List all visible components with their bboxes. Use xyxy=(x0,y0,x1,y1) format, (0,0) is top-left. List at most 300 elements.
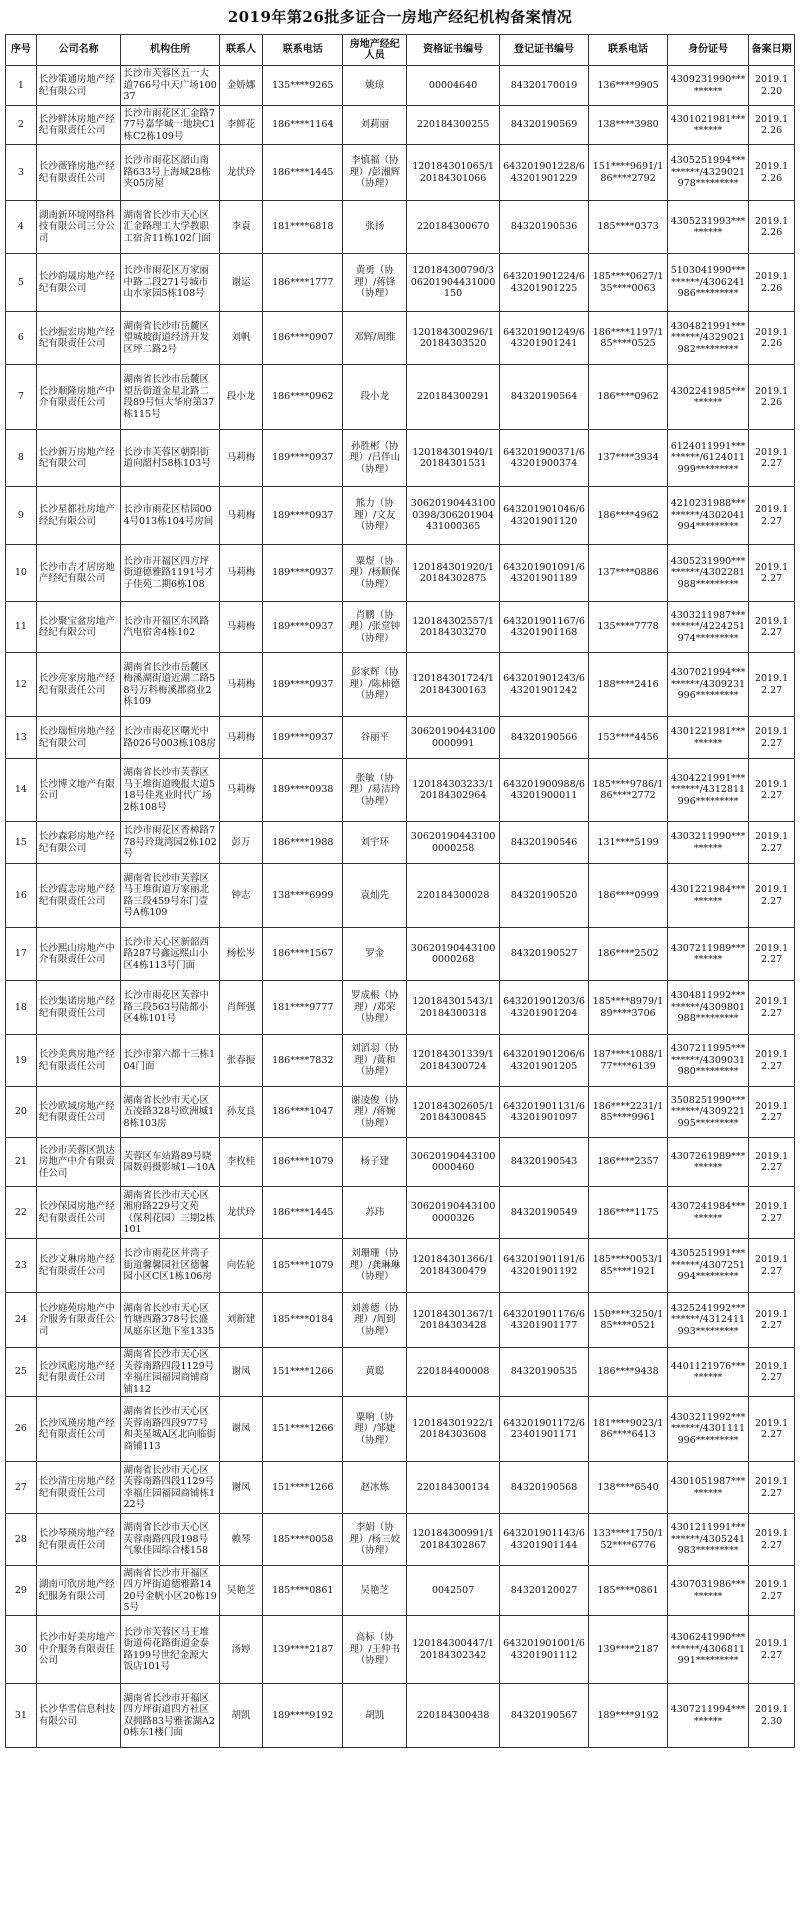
cell-index: 20 xyxy=(6,1087,37,1138)
cell-address: 长沙市第六都十三栋104门面 xyxy=(121,1035,219,1087)
cell-registration-cert: 643201901249/643201901241 xyxy=(499,312,588,365)
cell-contact-phone: 135****9265 xyxy=(263,66,343,106)
cell-company-name: 长沙顺隆房地产中介有限责任公司 xyxy=(36,365,121,430)
cell-index: 18 xyxy=(6,981,37,1035)
cell-address: 长沙市天心区新韶西路287号鑫远熙山小区4栋113号门面 xyxy=(121,928,219,981)
cell-contact-person: 谢凤 xyxy=(219,1462,262,1514)
cell-agent-phone: 185****9786/186****2772 xyxy=(589,759,668,822)
cell-agent-phone: 186****4962 xyxy=(589,487,668,545)
cell-address: 长沙市雨花区曙光中路026号003栋108房 xyxy=(121,717,219,759)
cell-qualification-cert: 220184300438 xyxy=(407,1684,500,1748)
cell-index: 6 xyxy=(6,312,37,365)
cell-agent-staff: 高标（协理）/王仲书（协理） xyxy=(343,1616,407,1684)
cell-id-number: 4301051987********* xyxy=(667,1462,748,1514)
cell-agent-phone: 131****5199 xyxy=(589,822,668,864)
cell-contact-person: 李袁 xyxy=(219,201,262,254)
table-row xyxy=(6,312,795,365)
cell-id-number: 4306241990*********/4306811991********* xyxy=(667,1616,748,1684)
table-row xyxy=(6,1138,795,1187)
cell-agent-phone: 185****0373 xyxy=(589,201,668,254)
table-row xyxy=(6,602,795,653)
cell-contact-person: 龙伏玲 xyxy=(219,145,262,201)
cell-agent-staff: 罗金 xyxy=(343,928,407,981)
cell-contact-phone: 189****0937 xyxy=(263,545,343,602)
table-row xyxy=(6,254,795,312)
cell-agent-phone: 136****9905 xyxy=(589,66,668,106)
cell-address: 湖南省长沙市岳麓区望城坡街道经济开发区坪二路2号 xyxy=(121,312,219,365)
cell-contact-person: 谢凤 xyxy=(219,1348,262,1397)
cell-contact-phone: 189****0938 xyxy=(263,759,343,822)
cell-qualification-cert: 120184302605/120184300845 xyxy=(407,1087,500,1138)
cell-agent-staff: 杨子建 xyxy=(343,1138,407,1187)
cell-registration-cert: 84320190567 xyxy=(499,1684,588,1748)
cell-registration-cert: 84320190549 xyxy=(499,1187,588,1239)
cell-registration-cert: 84320120027 xyxy=(499,1566,588,1616)
cell-company-name: 湖南新环境网络科技有限公司三分公司 xyxy=(36,201,121,254)
cell-registration-cert: 84320190566 xyxy=(499,717,588,759)
cell-contact-phone: 186****1079 xyxy=(263,1138,343,1187)
cell-company-name: 长沙美典房地产经纪有限责任公司 xyxy=(36,1035,121,1087)
cell-index: 3 xyxy=(6,145,37,201)
cell-contact-phone: 181****6818 xyxy=(263,201,343,254)
cell-id-number: 4307261989********* xyxy=(667,1138,748,1187)
cell-id-number: 4303211987*********/4224251974********* xyxy=(667,602,748,653)
cell-contact-phone: 151****1266 xyxy=(263,1462,343,1514)
cell-address: 长沙市雨花区万家丽中路二段271号城市山水家园5栋108号 xyxy=(121,254,219,312)
cell-agent-staff: 黄勇（协理）/蒋锋（协理） xyxy=(343,254,407,312)
cell-contact-phone: 185****0861 xyxy=(263,1566,343,1616)
cell-agent-staff: 粟煜（协理）/杨顺保（协理） xyxy=(343,545,407,602)
cell-company-name: 长沙欧域房地产经纪有限责任公司 xyxy=(36,1087,121,1138)
cell-contact-person: 张春振 xyxy=(219,1035,262,1087)
cell-index: 10 xyxy=(6,545,37,602)
cell-filing-date: 2019.12.27 xyxy=(749,1348,795,1397)
cell-index: 19 xyxy=(6,1035,37,1087)
table-row xyxy=(6,66,795,106)
cell-filing-date: 2019.12.27 xyxy=(749,822,795,864)
cell-address: 长沙市雨花区芙蓉中路三段563号陆都小区4栋101号 xyxy=(121,981,219,1035)
cell-contact-phone: 186****0907 xyxy=(263,312,343,365)
cell-contact-phone: 189****0937 xyxy=(263,602,343,653)
cell-agent-staff: 谢凌俊（协理）/蒋婉（协理） xyxy=(343,1087,407,1138)
header-registration-cert: 登记证书编号 xyxy=(499,35,588,66)
cell-id-number: 4304811992*********/4309801988********* xyxy=(667,981,748,1035)
cell-company-name: 长沙凤彪房地产经纪有限责任公司 xyxy=(36,1348,121,1397)
cell-qualification-cert: 306201904431000000268 xyxy=(407,928,500,981)
cell-registration-cert: 84320190527 xyxy=(499,928,588,981)
cell-company-name: 长沙保园房地产经纪有限责任公司 xyxy=(36,1187,121,1239)
cell-id-number: 4301211991*********/4305241983********* xyxy=(667,1514,748,1566)
cell-agent-staff: 刘滔羽（协理）/黄和（协理） xyxy=(343,1035,407,1087)
cell-contact-phone: 186****1164 xyxy=(263,106,343,145)
cell-agent-staff: 张敏（协理）/易洁玲（协理） xyxy=(343,759,407,822)
cell-filing-date: 2019.12.27 xyxy=(749,487,795,545)
cell-filing-date: 2019.12.27 xyxy=(749,1462,795,1514)
header-agent-staff: 房地产经纪人员 xyxy=(343,35,407,66)
cell-address: 长沙市雨花区汇金路777号嘉华城一地块C1栋C2栋109号 xyxy=(121,106,219,145)
table-row xyxy=(6,981,795,1035)
cell-index: 8 xyxy=(6,430,37,487)
cell-agent-staff: 彭家辉（协理）/陈柿德（协理） xyxy=(343,653,407,717)
cell-qualification-cert: 220184300670 xyxy=(407,201,500,254)
cell-contact-person: 孙友良 xyxy=(219,1087,262,1138)
cell-address: 长沙市雨花区桔园004号013栋104号房间 xyxy=(121,487,219,545)
cell-address: 长沙市开福区东风路汽电宿舍4栋102 xyxy=(121,602,219,653)
cell-index: 2 xyxy=(6,106,37,145)
cell-contact-person: 谢运 xyxy=(219,254,262,312)
cell-agent-phone: 135****7778 xyxy=(589,602,668,653)
cell-company-name: 长沙市芙蓉区凯达房地产中介有限责任公司 xyxy=(36,1138,121,1187)
cell-address: 长沙市雨花区井湾子街道馨馨园社区德馨园小区C区1栋106房 xyxy=(121,1239,219,1293)
cell-filing-date: 2019.12.27 xyxy=(749,1087,795,1138)
cell-qualification-cert: 120184301366/120184300479 xyxy=(407,1239,500,1293)
table-row xyxy=(6,1348,795,1397)
cell-qualification-cert: 220184400008 xyxy=(407,1348,500,1397)
cell-company-name: 长沙清庄房地产经纪有限责任公司 xyxy=(36,1462,121,1514)
cell-contact-person: 马莉梅 xyxy=(219,545,262,602)
header-contact-phone: 联系电话 xyxy=(263,35,343,66)
cell-contact-phone: 151****1266 xyxy=(263,1348,343,1397)
cell-qualification-cert: 120184301920/120184302875 xyxy=(407,545,500,602)
cell-filing-date: 2019.12.27 xyxy=(749,1035,795,1087)
cell-registration-cert: 643201901243/643201901242 xyxy=(499,653,588,717)
cell-agent-phone: 186****1175 xyxy=(589,1187,668,1239)
cell-address: 湖南省长沙市岳麓区望岳街道金星北路二段89号恒大华府第37栋115号 xyxy=(121,365,219,430)
cell-company-name: 长沙琴瑛房地产经纪有限责任公司 xyxy=(36,1514,121,1566)
cell-contact-phone: 186****1445 xyxy=(263,1187,343,1239)
cell-agent-staff: 张扬 xyxy=(343,201,407,254)
cell-agent-phone: 137****0886 xyxy=(589,545,668,602)
cell-qualification-cert: 120184301724/120184300163 xyxy=(407,653,500,717)
cell-address: 湖南省长沙市岳麓区梅溪湖街道近湖二路58号万科梅溪郡商业2栋109 xyxy=(121,653,219,717)
header-company-name: 公司名称 xyxy=(36,35,121,66)
cell-address: 湖南省长沙市天心区芙蓉南路四段1129号幸福庄园福园商铺商铺112 xyxy=(121,1348,219,1397)
cell-filing-date: 2019.12.27 xyxy=(749,928,795,981)
cell-index: 28 xyxy=(6,1514,37,1566)
cell-contact-person: 刘帆 xyxy=(219,312,262,365)
cell-index: 4 xyxy=(6,201,37,254)
cell-address: 湖南省长沙市天心区五凌路328号欧洲城18栋103房 xyxy=(121,1087,219,1138)
cell-qualification-cert: 120184300447/120184302342 xyxy=(407,1616,500,1684)
cell-id-number: 4305231993********* xyxy=(667,201,748,254)
cell-contact-person: 李鲜花 xyxy=(219,106,262,145)
cell-agent-staff: 黄聪 xyxy=(343,1348,407,1397)
cell-filing-date: 2019.12.27 xyxy=(749,602,795,653)
cell-contact-phone: 185****0184 xyxy=(263,1293,343,1348)
cell-contact-person: 龙伏玲 xyxy=(219,1187,262,1239)
cell-id-number: 4305251991*********/4307251994********* xyxy=(667,1239,748,1293)
header-id-number: 身份证号 xyxy=(667,35,748,66)
table-row xyxy=(6,1684,795,1748)
cell-contact-phone: 186****1777 xyxy=(263,254,343,312)
cell-id-number: 4301021981********* xyxy=(667,106,748,145)
cell-company-name: 长沙鲜沐房地产经纪有限责任公司 xyxy=(36,106,121,145)
cell-registration-cert: 643201901224/643201901225 xyxy=(499,254,588,312)
cell-filing-date: 2019.12.27 xyxy=(749,759,795,822)
cell-index: 9 xyxy=(6,487,37,545)
cell-agent-phone: 186****2357 xyxy=(589,1138,668,1187)
cell-registration-cert: 84320190568 xyxy=(499,1462,588,1514)
cell-agent-phone: 186****0999 xyxy=(589,864,668,928)
cell-index: 5 xyxy=(6,254,37,312)
cell-qualification-cert: 220184300255 xyxy=(407,106,500,145)
cell-contact-phone: 186****1445 xyxy=(263,145,343,201)
cell-qualification-cert: 120184301543/120184300318 xyxy=(407,981,500,1035)
cell-agent-staff: 谷丽平 xyxy=(343,717,407,759)
cell-contact-person: 彭万 xyxy=(219,822,262,864)
cell-agent-phone: 138****6540 xyxy=(589,1462,668,1514)
cell-index: 15 xyxy=(6,822,37,864)
cell-registration-cert: 84320170019 xyxy=(499,66,588,106)
cell-contact-phone: 181****9777 xyxy=(263,981,343,1035)
cell-agent-phone: 185****0053/185****1921 xyxy=(589,1239,668,1293)
cell-id-number: 4302241985********* xyxy=(667,365,748,430)
cell-contact-person: 马莉梅 xyxy=(219,602,262,653)
cell-registration-cert: 643201901203/643201901204 xyxy=(499,981,588,1035)
cell-contact-phone: 185****1079 xyxy=(263,1239,343,1293)
table-row xyxy=(6,717,795,759)
cell-registration-cert: 84320190569 xyxy=(499,106,588,145)
cell-filing-date: 2019.12.26 xyxy=(749,254,795,312)
cell-registration-cert: 84320190520 xyxy=(499,864,588,928)
cell-index: 30 xyxy=(6,1616,37,1684)
cell-company-name: 长沙韵晟房地产经纪有限公司 xyxy=(36,254,121,312)
cell-qualification-cert: 120184303233/120184302964 xyxy=(407,759,500,822)
cell-contact-phone: 151****1266 xyxy=(263,1397,343,1462)
cell-qualification-cert: 0042507 xyxy=(407,1566,500,1616)
cell-address: 湖南省长沙市天心区芙蓉南路四段977号和美星城A区北向临街商铺113 xyxy=(121,1397,219,1462)
cell-contact-person: 赖琴 xyxy=(219,1514,262,1566)
page-title: 2019年第26批多证合一房地产经纪机构备案情况 xyxy=(227,8,573,26)
cell-company-name: 长沙森彩房地产经纪有限公司 xyxy=(36,822,121,864)
cell-company-name: 长沙华雪信息科技有限公司 xyxy=(36,1684,121,1748)
cell-id-number: 4309231990********* xyxy=(667,66,748,106)
cell-agent-phone: 185****0861 xyxy=(589,1566,668,1616)
cell-agent-staff: 吴艳芝 xyxy=(343,1566,407,1616)
cell-company-name: 长沙瑞恒房地产经纪有限公司 xyxy=(36,717,121,759)
cell-agent-staff: 胡凯 xyxy=(343,1684,407,1748)
cell-address: 长沙市雨花区韶山南路633号上海城28栋夹05房屋 xyxy=(121,145,219,201)
table-row xyxy=(6,1514,795,1566)
cell-registration-cert: 643201901143/643201901144 xyxy=(499,1514,588,1566)
cell-contact-phone: 186****1988 xyxy=(263,822,343,864)
cell-filing-date: 2019.12.27 xyxy=(749,430,795,487)
cell-index: 12 xyxy=(6,653,37,717)
registration-table xyxy=(5,34,795,1748)
cell-filing-date: 2019.12.27 xyxy=(749,653,795,717)
cell-address: 湖南省长沙市芙蓉区马王堆街道晚报大道518号佳兆业时代广场2栋108号 xyxy=(121,759,219,822)
cell-index: 25 xyxy=(6,1348,37,1397)
cell-contact-person: 胡凯 xyxy=(219,1684,262,1748)
cell-contact-phone: 186****1567 xyxy=(263,928,343,981)
cell-agent-staff: 刘珊珊（协理）/龚琳琳（协理） xyxy=(343,1239,407,1293)
cell-qualification-cert: 306201904431000398/306201904431000365 xyxy=(407,487,500,545)
cell-id-number: 4401121976********* xyxy=(667,1348,748,1397)
cell-id-number: 4307241984********* xyxy=(667,1187,748,1239)
cell-contact-person: 向佐轮 xyxy=(219,1239,262,1293)
cell-address: 湖南省长沙市天心区竹塘西路378号长盛凤庭东区地下室1335 xyxy=(121,1293,219,1348)
cell-contact-phone: 186****0962 xyxy=(263,365,343,430)
table-row xyxy=(6,1397,795,1462)
cell-contact-person: 刘新建 xyxy=(219,1293,262,1348)
cell-contact-person: 马莉梅 xyxy=(219,653,262,717)
cell-filing-date: 2019.12.27 xyxy=(749,1514,795,1566)
cell-id-number: 4301221981********* xyxy=(667,717,748,759)
cell-index: 29 xyxy=(6,1566,37,1616)
cell-agent-phone: 186****9438 xyxy=(589,1348,668,1397)
cell-agent-phone: 185****0627/135****0063 xyxy=(589,254,668,312)
cell-address: 湖南省长沙市天心区芙蓉南路四段198号气象佳园综合楼158 xyxy=(121,1514,219,1566)
cell-index: 26 xyxy=(6,1397,37,1462)
cell-contact-person: 李枚桂 xyxy=(219,1138,262,1187)
cell-registration-cert: 643201901176/643201901177 xyxy=(499,1293,588,1348)
table-row xyxy=(6,822,795,864)
cell-id-number: 4304821991*********/4329021982********* xyxy=(667,312,748,365)
cell-filing-date: 2019.12.27 xyxy=(749,1239,795,1293)
cell-contact-phone: 138****6999 xyxy=(263,864,343,928)
table-row xyxy=(6,928,795,981)
cell-contact-person: 马莉梅 xyxy=(219,430,262,487)
cell-company-name: 长沙凤瑛房地产经纪有限责任公司 xyxy=(36,1397,121,1462)
cell-registration-cert: 643201901046/643201901120 xyxy=(499,487,588,545)
cell-qualification-cert: 220184300028 xyxy=(407,864,500,928)
cell-qualification-cert: 306201904431000000258 xyxy=(407,822,500,864)
cell-registration-cert: 643201901001/643201901112 xyxy=(499,1616,588,1684)
cell-address: 湖南省长沙市芙蓉区马王堆街道万家丽北路三段459号东门壹号A栋109 xyxy=(121,864,219,928)
cell-id-number: 4307211994********* xyxy=(667,1684,748,1748)
cell-registration-cert: 84320190546 xyxy=(499,822,588,864)
cell-registration-cert: 643201901131/643201901097 xyxy=(499,1087,588,1138)
cell-registration-cert: 643201901228/643201901229 xyxy=(499,145,588,201)
cell-company-name: 长沙市吉才居房地产经纪有限公司 xyxy=(36,545,121,602)
table-row xyxy=(6,1462,795,1514)
table-row xyxy=(6,145,795,201)
cell-contact-person: 吴艳芝 xyxy=(219,1566,262,1616)
cell-agent-phone: 151****9691/186****2792 xyxy=(589,145,668,201)
cell-id-number: 4307031986********* xyxy=(667,1566,748,1616)
table-row xyxy=(6,1035,795,1087)
cell-id-number: 4210231988*********/4302041994********* xyxy=(667,487,748,545)
table-row xyxy=(6,759,795,822)
cell-address: 湖南省长沙市天心区湘府路229号文苑（保利花园）三期2栋101 xyxy=(121,1187,219,1239)
cell-filing-date: 2019.12.27 xyxy=(749,1138,795,1187)
cell-filing-date: 2019.12.27 xyxy=(749,545,795,602)
cell-id-number: 4304221991*********/4312811996********* xyxy=(667,759,748,822)
cell-qualification-cert: 120184300790/306201904431000150 xyxy=(407,254,500,312)
cell-agent-phone: 186****1197/185****0525 xyxy=(589,312,668,365)
cell-contact-person: 金娇娜 xyxy=(219,66,262,106)
cell-qualification-cert: 220184300291 xyxy=(407,365,500,430)
cell-company-name: 长沙振宏房地产经纪有限责任公司 xyxy=(36,312,121,365)
header-agent-phone: 联系电话 xyxy=(589,35,668,66)
cell-id-number: 4307021994*********/4309231996********* xyxy=(667,653,748,717)
cell-agent-phone: 186****2231/185****9961 xyxy=(589,1087,668,1138)
cell-contact-phone: 189****9192 xyxy=(263,1684,343,1748)
cell-index: 22 xyxy=(6,1187,37,1239)
cell-qualification-cert: 120184301339/120184300724 xyxy=(407,1035,500,1087)
cell-agent-phone: 189****9192 xyxy=(589,1684,668,1748)
header-index: 序号 xyxy=(6,35,37,66)
cell-filing-date: 2019.12.27 xyxy=(749,1187,795,1239)
cell-qualification-cert: 120184301065/120184301066 xyxy=(407,145,500,201)
cell-agent-staff: 袁灿先 xyxy=(343,864,407,928)
table-row xyxy=(6,1087,795,1138)
cell-contact-person: 马莉梅 xyxy=(219,487,262,545)
cell-company-name: 长沙集诺房地产经纪有限责任公司 xyxy=(36,981,121,1035)
cell-id-number: 3508251990*********/4309221995********* xyxy=(667,1087,748,1138)
cell-id-number: 4307211989********* xyxy=(667,928,748,981)
cell-agent-staff: 粟响（协理）/邹婕（协理） xyxy=(343,1397,407,1462)
cell-filing-date: 2019.12.26 xyxy=(749,106,795,145)
table-row xyxy=(6,1239,795,1293)
cell-registration-cert: 643201901172/623401901171 xyxy=(499,1397,588,1462)
cell-filing-date: 2019.12.27 xyxy=(749,1293,795,1348)
cell-id-number: 4307211995*********/4309031980********* xyxy=(667,1035,748,1087)
cell-id-number: 5103041990*********/4306241986********* xyxy=(667,254,748,312)
cell-contact-person: 马莉梅 xyxy=(219,759,262,822)
cell-contact-phone: 189****0937 xyxy=(263,653,343,717)
cell-filing-date: 2019.12.26 xyxy=(749,365,795,430)
cell-filing-date: 2019.12.27 xyxy=(749,717,795,759)
cell-contact-phone: 185****0058 xyxy=(263,1514,343,1566)
cell-agent-phone: 185****8979/189****3706 xyxy=(589,981,668,1035)
cell-contact-phone: 139****2187 xyxy=(263,1616,343,1684)
table-row xyxy=(6,201,795,254)
cell-company-name: 长沙市好美房地产中介服务有限责任公司 xyxy=(36,1616,121,1684)
cell-filing-date: 2019.12.26 xyxy=(749,312,795,365)
cell-qualification-cert: 306201904431000000991 xyxy=(407,717,500,759)
cell-company-name: 长沙薇锋房地产经纪有限责任公司 xyxy=(36,145,121,201)
cell-contact-phone: 189****0937 xyxy=(263,487,343,545)
cell-company-name: 长沙博文地产有限公司 xyxy=(36,759,121,822)
cell-registration-cert: 643201901167/643201901168 xyxy=(499,602,588,653)
cell-agent-staff: 段小龙 xyxy=(343,365,407,430)
cell-id-number: 6124011991*********/6124011999********* xyxy=(667,430,748,487)
cell-contact-phone: 186****7832 xyxy=(263,1035,343,1087)
cell-address: 芙蓉区车站路89号晓园数码摄影城1—10A xyxy=(121,1138,219,1187)
cell-qualification-cert: 120184301940/120184301531 xyxy=(407,430,500,487)
cell-contact-person: 汤婷 xyxy=(219,1616,262,1684)
cell-id-number: 4301221984********* xyxy=(667,864,748,928)
cell-filing-date: 2019.12.30 xyxy=(749,1684,795,1748)
header-filing-date: 备案日期 xyxy=(749,35,795,66)
cell-agent-phone: 188****2416 xyxy=(589,653,668,717)
cell-contact-phone: 189****0937 xyxy=(263,717,343,759)
cell-index: 17 xyxy=(6,928,37,981)
table-row xyxy=(6,1293,795,1348)
cell-index: 16 xyxy=(6,864,37,928)
cell-filing-date: 2019.12.27 xyxy=(749,1397,795,1462)
cell-qualification-cert: 120184300991/120184302867 xyxy=(407,1514,500,1566)
cell-address: 长沙市开福区四方坪街道德雅路1191号才子佳苑二期6栋108 xyxy=(121,545,219,602)
table-row xyxy=(6,487,795,545)
cell-address: 长沙市芙蓉区五一大道766号中天广场10037 xyxy=(121,66,219,106)
cell-agent-staff: 苏玮 xyxy=(343,1187,407,1239)
cell-filing-date: 2019.12.27 xyxy=(749,1566,795,1616)
cell-registration-cert: 643201901206/643201901205 xyxy=(499,1035,588,1087)
cell-agent-staff: 李娟（协理）/杨三姣（协理） xyxy=(343,1514,407,1566)
cell-id-number: 4325241992*********/4312411993********* xyxy=(667,1293,748,1348)
cell-agent-phone: 187****1088/177****6139 xyxy=(589,1035,668,1087)
cell-address: 长沙市芙蓉区马王堆街道荷花路街道金泰路199号世纪金源大饭店101号 xyxy=(121,1616,219,1684)
cell-filing-date: 2019.12.27 xyxy=(749,864,795,928)
cell-id-number: 4305231990*********/4302281988********* xyxy=(667,545,748,602)
cell-qualification-cert: 220184300134 xyxy=(407,1462,500,1514)
table-row xyxy=(6,106,795,145)
cell-agent-phone: 150****3250/185****0521 xyxy=(589,1293,668,1348)
table-row xyxy=(6,653,795,717)
cell-registration-cert: 84320190564 xyxy=(499,365,588,430)
